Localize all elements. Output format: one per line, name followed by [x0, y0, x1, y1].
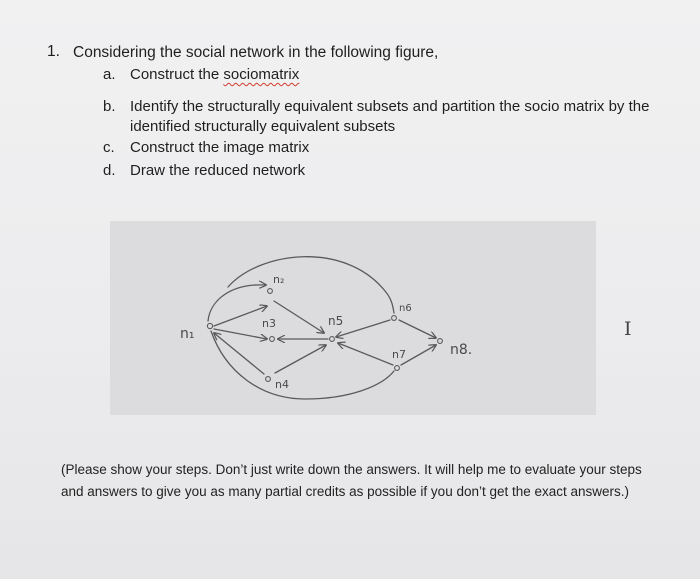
instructions-line-2: and answers to give you as many partial credits as possible if you don’t get the exact answers.)	[61, 484, 630, 499]
label-n8: n8.	[450, 342, 473, 358]
node-n1	[207, 323, 212, 328]
label-n6: n6	[399, 303, 412, 314]
edge-n6-n5	[336, 320, 390, 337]
part-a-text-before: Construct the	[130, 66, 224, 83]
edge-n6-n8	[399, 320, 436, 338]
label-n1: n₁	[180, 326, 195, 342]
question-intro: Considering the social network in the following figure,	[73, 44, 439, 61]
label-n5: n5	[328, 314, 344, 328]
part-b-marker: b.	[103, 98, 116, 115]
part-d-text: Draw the reduced network	[130, 162, 306, 179]
edge-n1-n7-curve	[211, 331, 394, 399]
part-b-line1: Identify the structurally equivalent subsets and partition the socio matrix by the	[130, 98, 650, 115]
node-n5	[330, 337, 335, 342]
spellcheck-underlined-word[interactable]: sociomatrix	[223, 66, 300, 83]
label-n7: n7	[392, 348, 406, 361]
node-n6	[392, 316, 397, 321]
instructions-line-1: (Please show your steps. Don’t just write down the answers. It will help me to evaluate your steps	[61, 462, 642, 477]
node-n8	[438, 339, 443, 344]
edge-n4-n5	[275, 345, 326, 373]
part-c-text: Construct the image matrix	[130, 139, 310, 156]
instructions-note	[61, 459, 681, 503]
question-number: 1.	[47, 43, 60, 60]
edge-n7-n5	[338, 343, 393, 365]
part-a-text	[130, 66, 299, 83]
node-n7	[395, 366, 400, 371]
part-b-line2: identified structurally equivalent subsets	[130, 118, 396, 135]
network-figure	[110, 221, 596, 415]
node-n2	[268, 289, 273, 294]
node-n4	[266, 377, 271, 382]
part-d-marker: d.	[103, 162, 116, 179]
edge-n5-n2	[274, 301, 324, 333]
label-n4: n4	[275, 378, 289, 391]
edge-n1-n2b	[214, 306, 267, 326]
edge-n7-n8	[401, 345, 436, 365]
part-a-marker: a.	[103, 66, 116, 83]
edge-n1-n2	[208, 285, 266, 321]
label-n3: n3	[262, 317, 276, 330]
label-n2: n₂	[273, 273, 285, 286]
part-c-marker: c.	[103, 139, 115, 156]
edge-n1-n3	[214, 329, 267, 339]
text-cursor-icon: I	[624, 318, 632, 340]
node-n3	[270, 337, 275, 342]
network-diagram-svg	[110, 221, 596, 415]
